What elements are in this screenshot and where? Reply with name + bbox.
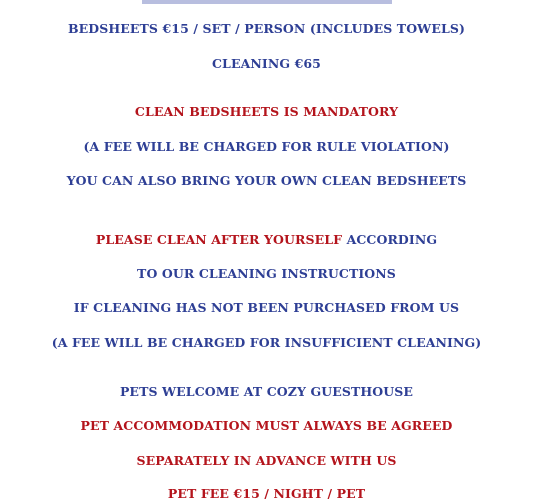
cropped-top-line	[0, 0, 533, 4]
cleaning-instructions-line: TO OUR CLEANING INSTRUCTIONS	[137, 266, 396, 281]
cropped-text-fragment	[142, 0, 392, 4]
clean-after-yourself-line	[0, 232, 533, 248]
clean-after-yourself-blue-text: ACCORDING	[346, 232, 438, 247]
rule-violation-fee-line: (A FEE WILL BE CHARGED FOR RULE VIOLATION)	[83, 139, 450, 154]
bedsheets-price-line: BEDSHEETS €15 / SET / PERSON (INCLUDES TOWELS)	[68, 21, 465, 36]
insufficient-cleaning-fee-line: (A FEE WILL BE CHARGED FOR INSUFFICIENT CLEANING)	[51, 335, 482, 350]
own-bedsheets-line: YOU CAN ALSO BRING YOUR OWN CLEAN BEDSHEETS	[66, 173, 467, 188]
pet-agreement-line: PET ACCOMMODATION MUST ALWAYS BE AGREED	[80, 418, 453, 433]
cleaning-price-line: CLEANING €65	[212, 56, 321, 71]
clean-after-yourself-red-text: PLEASE CLEAN AFTER YOURSELF	[95, 232, 343, 247]
bedsheets-mandatory-line: CLEAN BEDSHEETS IS MANDATORY	[134, 104, 399, 119]
pet-advance-line: SEPARATELY IN ADVANCE WITH US	[136, 453, 397, 468]
pets-welcome-line: PETS WELCOME AT COZY GUESTHOUSE	[119, 384, 414, 399]
pet-fee-line: PET FEE €15 / NIGHT / PET	[167, 486, 366, 500]
cleaning-not-purchased-line: IF CLEANING HAS NOT BEEN PURCHASED FROM US	[73, 300, 460, 315]
